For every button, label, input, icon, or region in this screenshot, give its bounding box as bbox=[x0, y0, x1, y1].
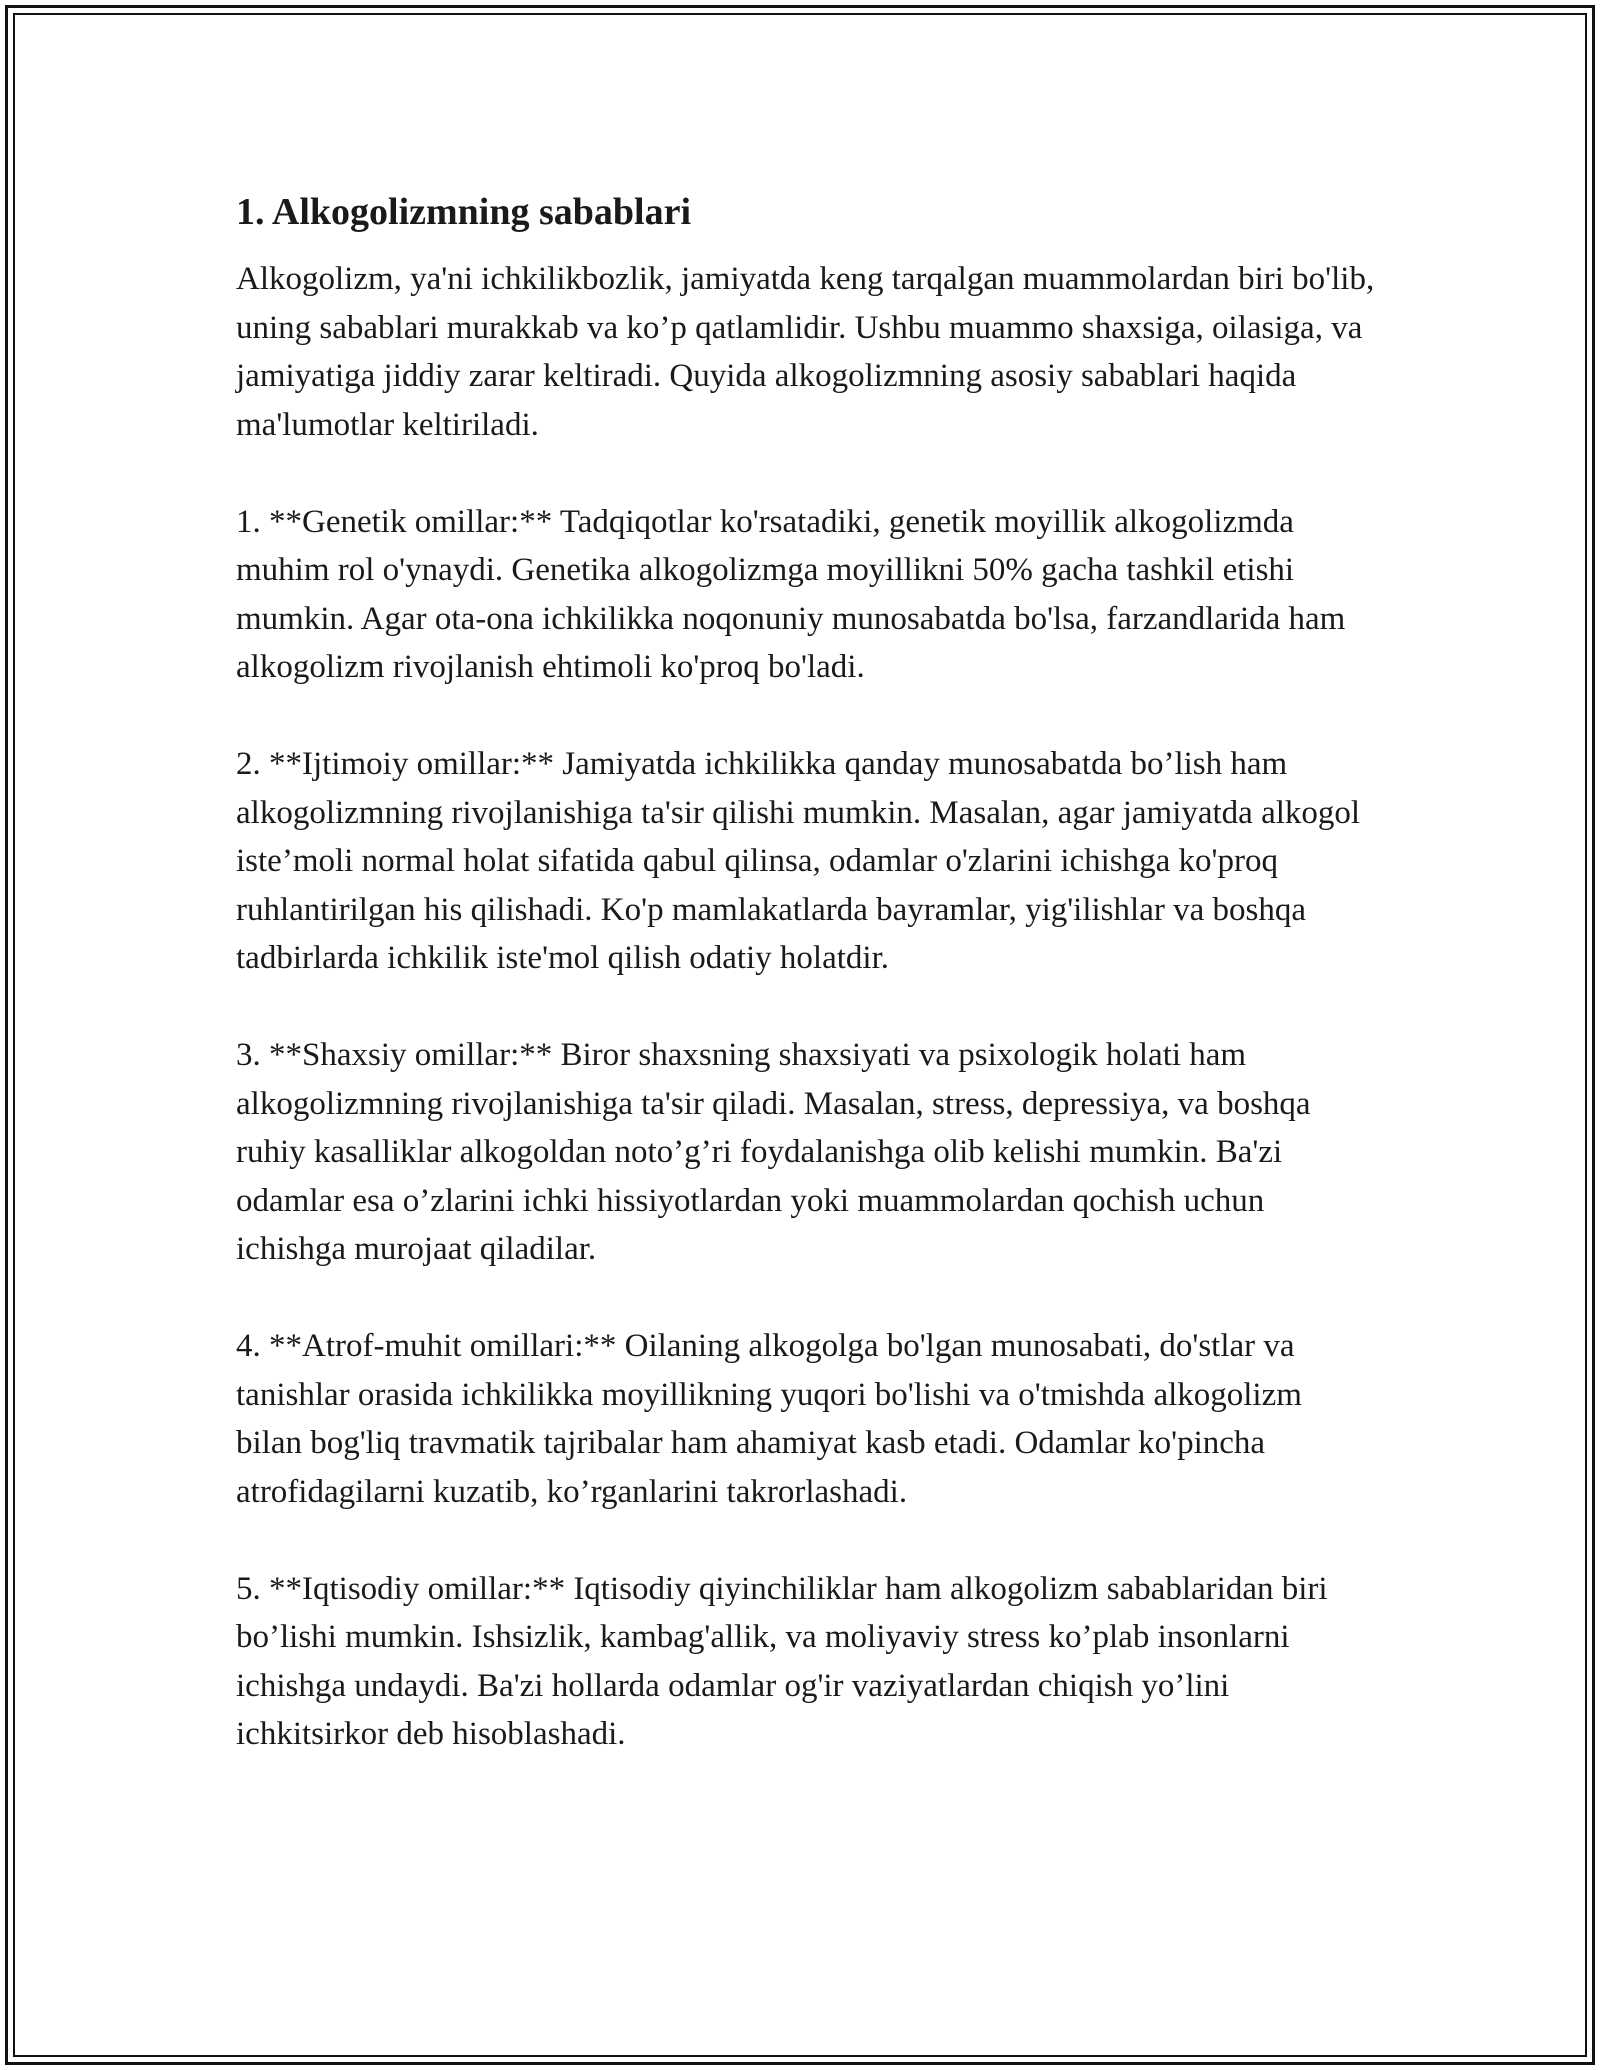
document-body bbox=[236, 184, 1376, 1807]
economic-factors-paragraph: 5. **Iqtisodiy omillar:** Iqtisodiy qiyinchiliklar ham alkogolizm sabablaridan biri bo’lishi mumkin. Ishsizlik, kambag'allik, va moliyaviy stress ko’plab insonlarni ichishga undaydi. Ba'zi hollarda odamlar og'ir vaziyatlardan chiqish yo’lini ichkitsirkor deb hisoblashadi. bbox=[236, 1570, 1328, 1752]
intro-paragraph: Alkogolizm, ya'ni ichkilikbozlik, jamiyatda keng tarqalgan muammolardan biri bo'lib, uning sabablari murakkab va ko’p qatlamlidir. Ushbu muammo shaxsiga, oilasiga, va jamiyatiga jiddiy zarar keltiradi. Quyida alkogolizmning asosiy sabablari haqida ma'lumotlar keltiriladi. bbox=[236, 261, 1375, 443]
genetic-factors-paragraph: 1. **Genetik omillar:** Tadqiqotlar ko'rsatadiki, genetik moyillik alkogolizmda muhim rol o'ynaydi. Genetika alkogolizmga moyillikni 50% gacha tashkil etishi mumkin. Agar ota-ona ichkilikka noqonuniy munosabatda bo'lsa, farzandlarida ham alkogolizm rivojlanish ehtimoli ko'proq bo'ladi. bbox=[236, 503, 1346, 685]
section-heading: 1. Alkogolizmning sabablari bbox=[236, 191, 692, 233]
environmental-factors-paragraph: 4. **Atrof-muhit omillari:** Oilaning alkogolga bo'lgan munosabati, do'stlar va tanishlar orasida ichkilikka moyillikning yuqori bo'lishi va o'tmishda alkogolizm bilan bog'liq travmatik tajribalar ham ahamiyat kasb etadi. Odamlar ko'pincha atrofidagilarni kuzatib, ko’rganlarini takrorlashadi. bbox=[236, 1328, 1302, 1510]
social-factors-paragraph: 2. **Ijtimoiy omillar:** Jamiyatda ichkilikka qanday munosabatda bo’lish ham alkogolizmning rivojlanishiga ta'sir qilishi mumkin. Masalan, agar jamiyatda alkogol iste’moli normal holat sifatida qabul qilinsa, odamlar o'zlarini ichishga ko'proq ruhlantirilgan his qilishadi. Ko'p mamlakatlarda bayramlar, yig'ilishlar va boshqa tadbirlarda ichkilik iste'mol qilish odatiy holatdir. bbox=[236, 746, 1361, 976]
personal-factors-paragraph: 3. **Shaxsiy omillar:** Biror shaxsning shaxsiyati va psixologik holati ham alkogolizmning rivojlanishiga ta'sir qiladi. Masalan, stress, depressiya, va boshqa ruhiy kasalliklar alkogoldan noto’g’ri foydalanishga olib kelishi mumkin. Ba'zi odamlar esa o’zlarini ichki hissiyotlardan yoki muammolardan qochish uchun ichishga murojaat qiladilar. bbox=[236, 1037, 1311, 1267]
